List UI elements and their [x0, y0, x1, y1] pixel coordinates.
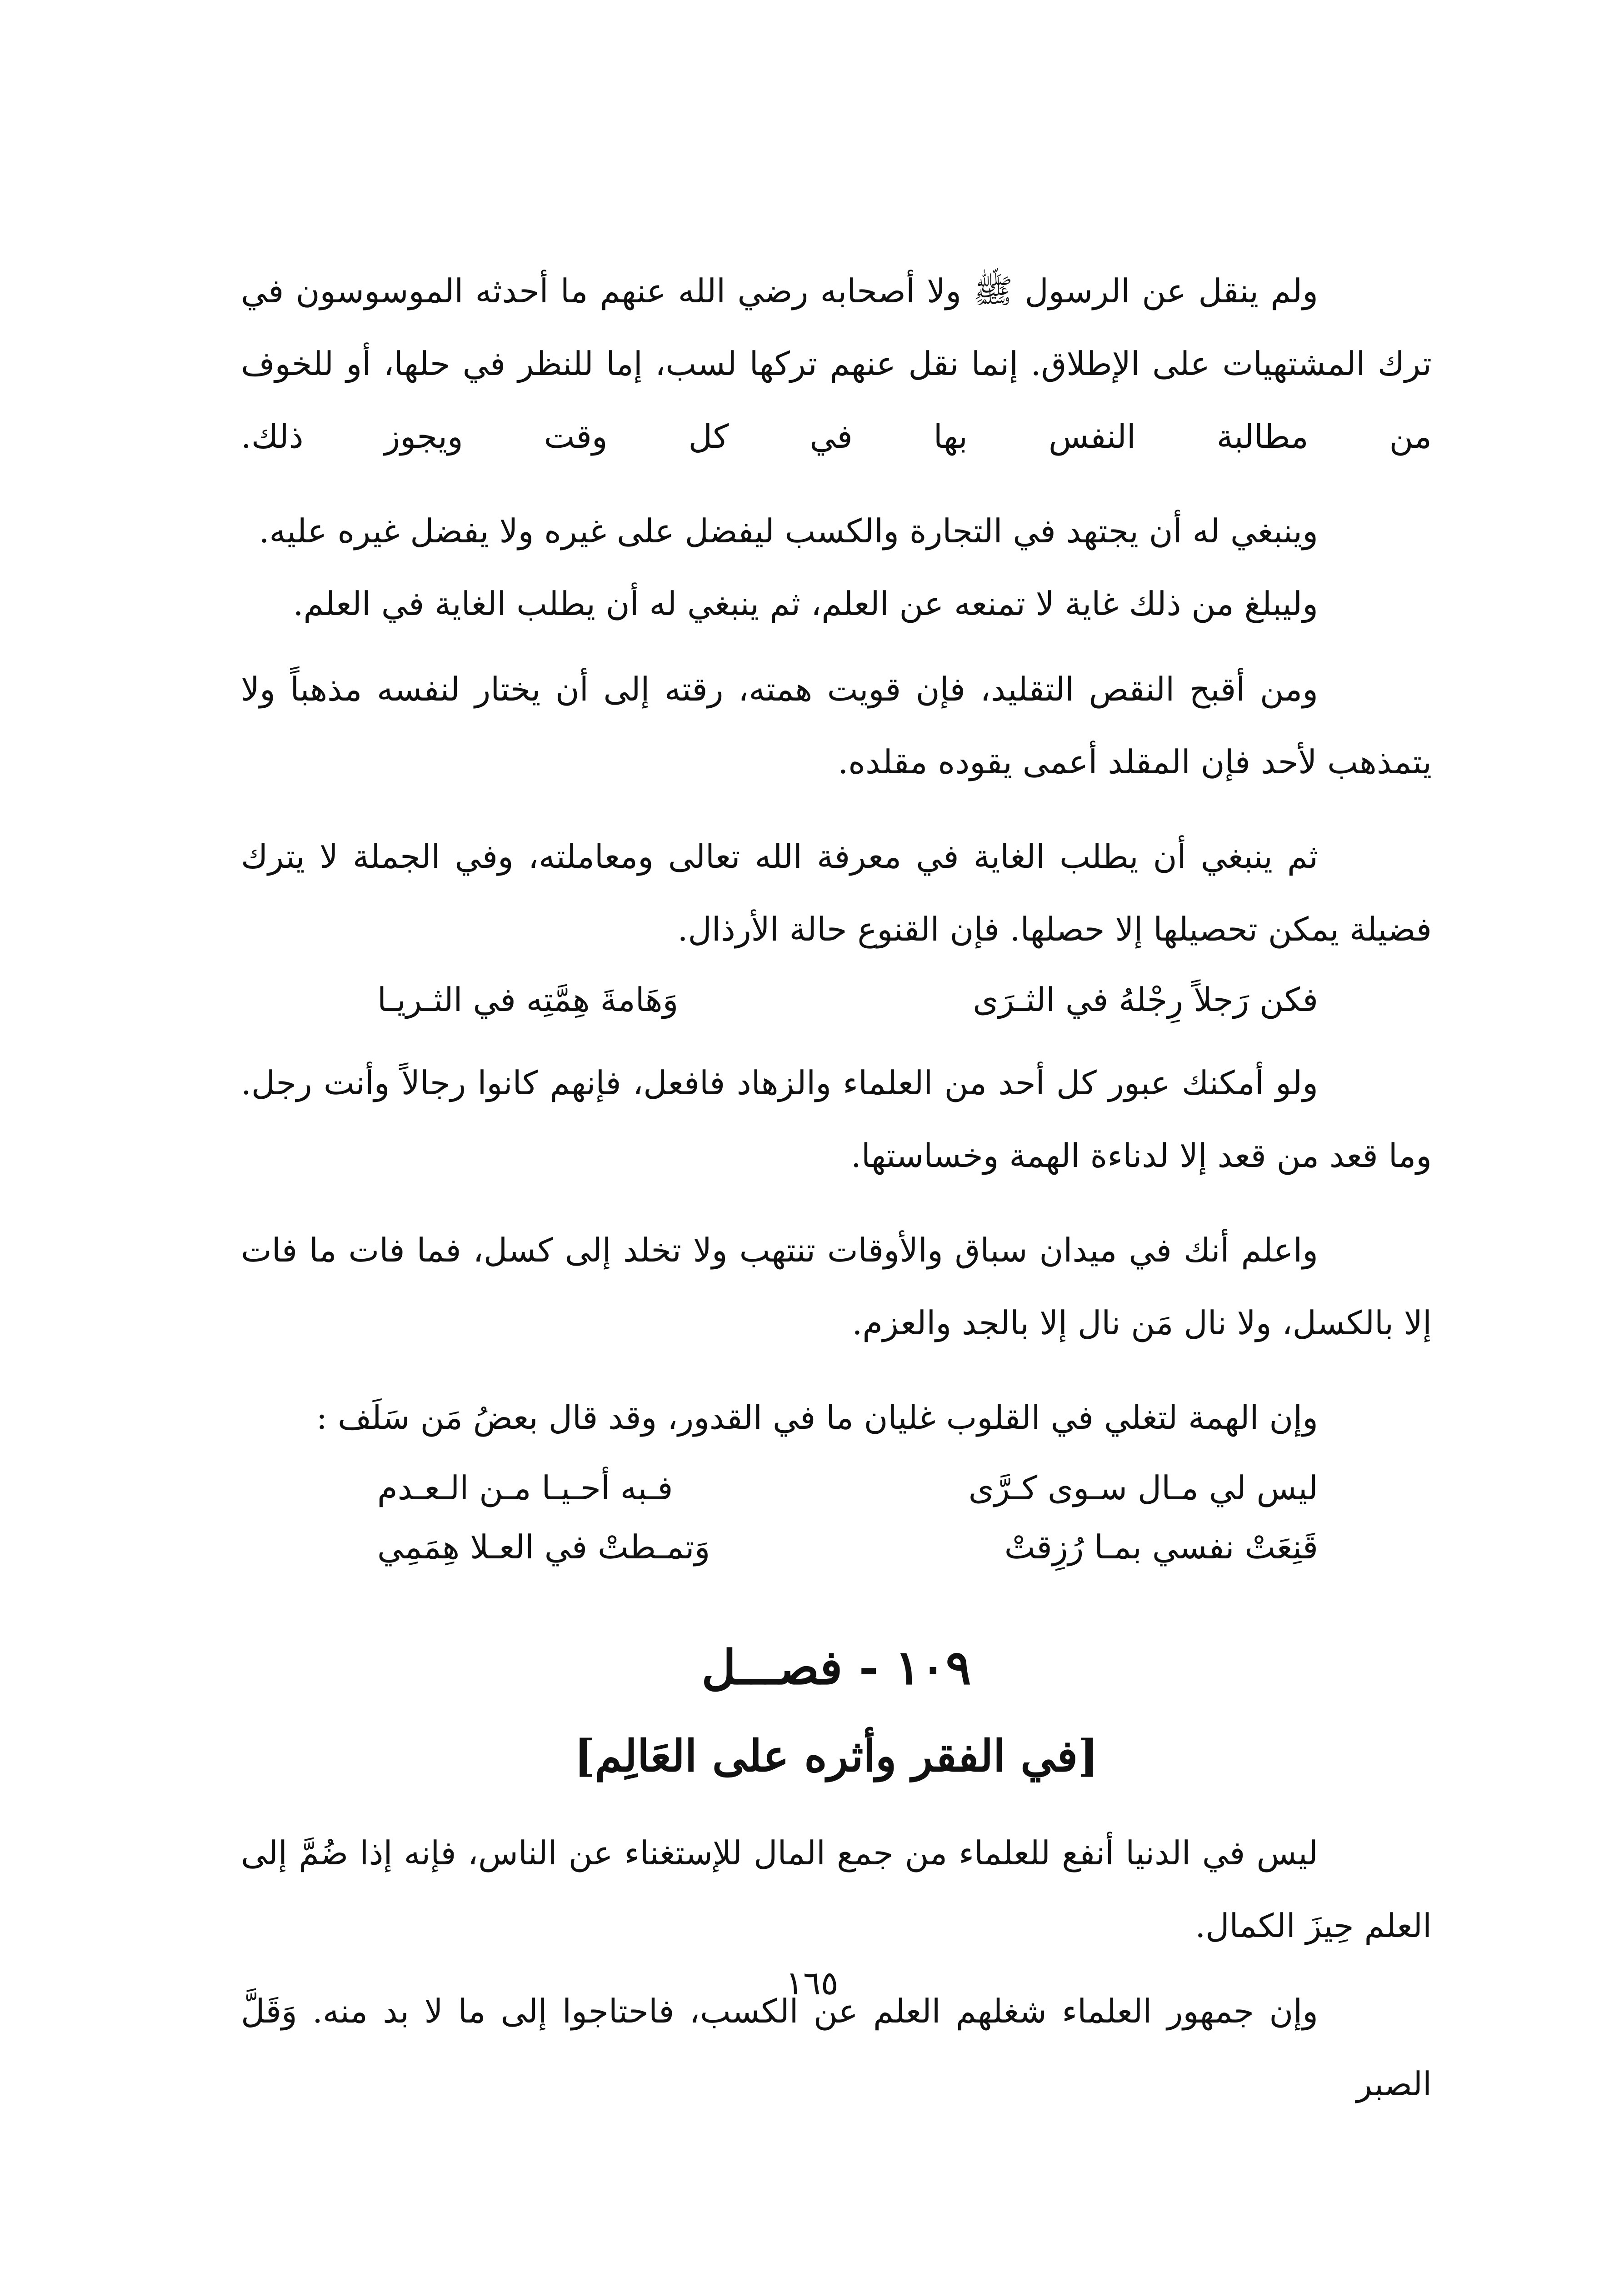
paragraph-6: ولو أمكنك عبور كل أحد من العلماء والزهاد فافعل، فإنهم كانوا رجالاً وأنت رجل. وما قعد من قعد إلا لدناءة الهمة وخساستها.	[241, 1064, 1432, 1175]
paragraph-7: واعلم أنك في ميدان سباق والأوقات تنتهب ولا تخلد إلى كسل، فما فات ما فات إلا بالكسل، ولا نال مَن نال إلا بالجد والعزم.	[241, 1231, 1432, 1342]
section-subheading: [في الفقر وأثره على العَالِم]	[574, 1730, 1099, 1782]
verse-line-1	[377, 966, 1318, 1034]
verse-line-3	[377, 1522, 1318, 1572]
verse-line-2	[377, 1454, 1318, 1522]
paragraph-5: ثم ينبغي أن يطلب الغاية في معرفة الله تعالى ومعاملته، وفي الجملة لا يترك فضيلة يمكن تحصيلها إلا حصلها. فإن القنوع حالة الأرذال.	[241, 837, 1432, 948]
paragraph-9: ليس في الدنيا أنفع للعلماء من جمع المال للإستغناء عن الناس، فإنه إذا ضُمَّ إلى العلم حِيزَ الكمال.	[241, 1834, 1432, 1945]
verse-2-second-hemistich: فـبه أحـيـا مـن الـعـدم	[377, 1469, 673, 1507]
section-heading: ١٠٩ - فصـــل	[701, 1639, 971, 1695]
paragraph-4: ومن أقبح النقص التقليد، فإن قويت همته، رقته إلى أن يختار لنفسه مذهباً ولا يتمذهب لأحد فإن المقلد أعمى يقوده مقلده.	[241, 670, 1432, 781]
page-number: ١٦٥	[785, 1964, 839, 2002]
verse-2-first-hemistich: ليس لي مـال سـوى كـرَّى	[968, 1469, 1318, 1507]
verse-3-first-hemistich: قَنِعَتْ نفسي بمـا رُزِقتْ	[1004, 1528, 1318, 1566]
paragraph-1: ولم ينقل عن الرسول ﷺ ولا أصحابه رضي الله عنهم ما أحدثه الموسوسون في ترك المشتهيات على الإطلاق. إنما نقل عنهم تركها لسب، إما للنظر في حلها، أو للخوف من مطالبة النفس بها في كل وقت ويجوز ذلك.	[241, 272, 1432, 456]
paragraph-10: وإن جمهور العلماء شغلهم العلم عن الكسب، فاحتاجوا إلى ما لا بد منه. وَقَلَّ الصبر	[241, 1992, 1432, 2103]
paragraph-3: وليبلغ من ذلك غاية لا تمنعه عن العلم، ثم ينبغي له أن يطلب الغاية في العلم.	[293, 585, 1318, 623]
paragraph-8: وإن الهمة لتغلي في القلوب غليان ما في القدور، وقد قال بعضُ مَن سَلَف :	[316, 1398, 1318, 1437]
verse-1-second-hemistich: وَهَامةَ هِمَّتِه في الثـريـا	[377, 981, 679, 1019]
verse-3-second-hemistich: وَتمـطتْ في العـلا هِمَمِي	[377, 1528, 710, 1566]
paragraph-2: وينبغي له أن يجتهد في التجارة والكسب ليفضل على غيره ولا يفضل غيره عليه.	[259, 512, 1318, 550]
verse-1-first-hemistich: فكن رَجلاً رِجْلهُ في الثـرَى	[973, 981, 1318, 1019]
page-body	[241, 255, 1432, 2120]
